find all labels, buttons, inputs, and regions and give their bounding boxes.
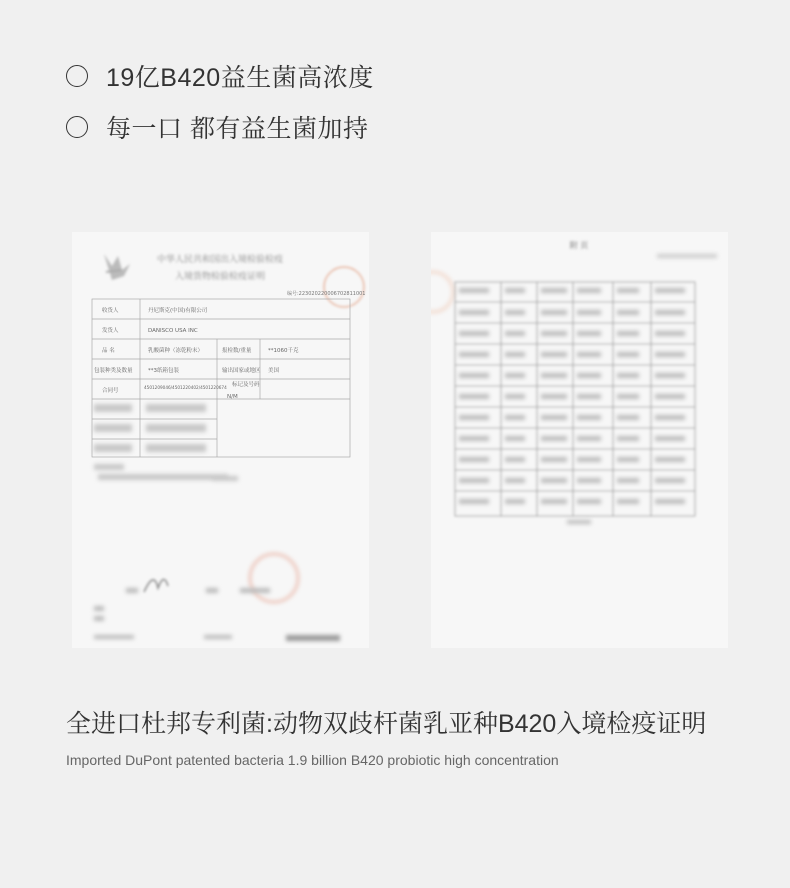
row-label: 输出国家或地区 <box>222 368 261 374</box>
row-label: 包装种类及数量 <box>94 368 133 374</box>
circle-bullet-icon <box>66 116 88 138</box>
certificate-number: 编号:223020220006702811001 <box>287 291 366 297</box>
row-value: DANISCO USA INC <box>148 328 198 334</box>
feature-bullet-2 <box>66 109 368 145</box>
attachment-drawing <box>431 232 728 648</box>
feature-bullet-1 <box>66 58 374 94</box>
row-label: 合同号 <box>102 388 119 394</box>
row-label: 标记及号码 <box>232 382 260 388</box>
row-label: 品 名 <box>102 348 115 354</box>
feature-text-2: 每一口 都有益生菌加持 <box>106 115 369 143</box>
attachment-table-image <box>431 232 728 648</box>
row-value: 美国 <box>268 368 280 374</box>
certificate-subtitle: 入境货物检验检疫证明 <box>174 272 266 282</box>
row-value: 丹尼斯克(中国)有限公司 <box>148 308 208 314</box>
inspection-certificate-image <box>72 232 369 648</box>
feature-text-1: 19亿B420益生菌高浓度 <box>106 64 374 92</box>
circle-bullet-icon <box>66 65 88 87</box>
row-value: 4501209046/4501220402/4501220674 <box>144 385 227 390</box>
row-value: **1060千克 <box>268 348 299 354</box>
row-label: 收货人 <box>102 308 119 314</box>
caption-chinese: 全进口杜邦专利菌:动物双歧杆菌乳亚种B420入境检疫证明 <box>66 710 707 738</box>
certificate-drawing <box>72 232 369 648</box>
row-value: N/M <box>227 394 238 400</box>
caption-english: Imported DuPont patented bacteria 1.9 billion B420 probiotic high concentration <box>66 752 559 768</box>
row-value: 乳酸菌种（冻乾粉末） <box>148 348 204 354</box>
row-label: 报检数/重量 <box>222 348 252 354</box>
row-label: 发货人 <box>102 328 119 334</box>
certificate-title: 中华人民共和国出入境检验检疫 <box>156 255 284 265</box>
row-value: **3纸箱包装 <box>148 368 179 374</box>
attachment-title: 附 页 <box>569 241 589 250</box>
